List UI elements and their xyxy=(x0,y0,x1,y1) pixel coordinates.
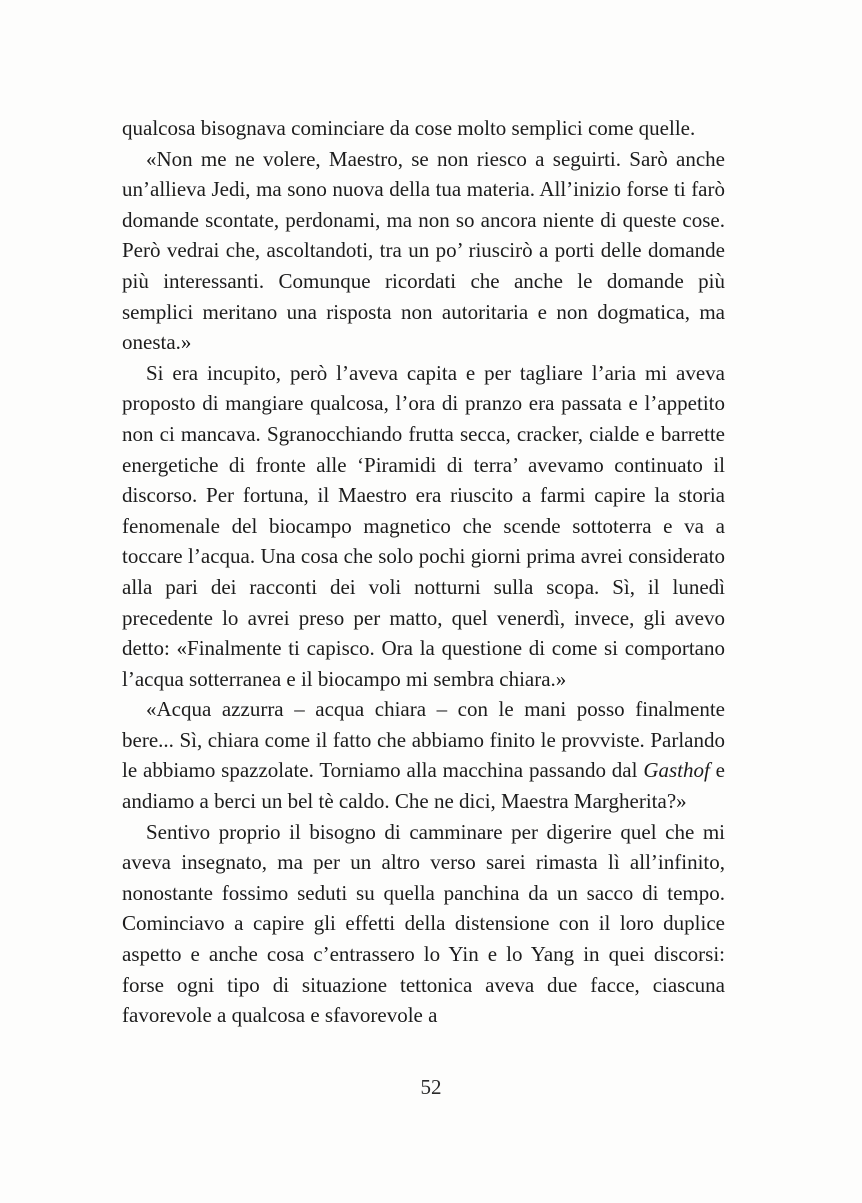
paragraph xyxy=(122,817,725,1031)
text-segment: «Acqua azzurra – acqua chiara – con le mani posso finalmente bere... Sì, chiara come il fatto che abbiamo finito le provviste. Parlando le abbiamo spazzolate. Torniamo alla macchina passando dal xyxy=(122,697,725,783)
text-segment: «Non me ne volere, Maestro, se non riesco a seguirti. Sarò anche un’allieva Jedi, ma sono nuova della tua materia. All’inizio forse ti farò domande scontate, perdonami, ma non so ancora niente di queste cose. Però vedrai che, ascoltandoti, tra un po’ riuscirò a porti delle domande più interessanti. Comunque ricordati che anche le domande più semplici meritano una risposta non autoritaria e non dogmatica, ma onesta.» xyxy=(122,146,725,355)
paragraph xyxy=(122,113,725,144)
text-segment: Sentivo proprio il bisogno di camminare per digerire quel che mi aveva insegnato, ma per un altro verso sarei rimasta lì all’infinito, nonostante fossimo seduti su quella panchina da un sacco di tempo. Cominciavo a capire gli effetti della distensione con il loro duplice aspetto e anche cosa c’entrassero lo Yin e lo Yang in quei discorsi: forse ogni tipo di situazione tettonica aveva due facce, ciascuna favorevole a qualcosa e sfavorevole a xyxy=(122,819,725,1028)
paragraph xyxy=(122,694,725,816)
paragraph xyxy=(122,358,725,695)
paragraph xyxy=(122,144,725,358)
page-number: 52 xyxy=(420,1075,442,1099)
text-segment: Si era incupito, però l’aveva capita e per tagliare l’aria mi aveva proposto di mangiare qualcosa, l’ora di pranzo era passata e l’appetito non ci mancava. Sgranocchiando frutta secca, cracker, cialde e barrette energetiche di fronte alle ‘Piramidi di terra’ avevamo continuato il discorso. Per fortuna, il Maestro era riuscito a farmi capire la storia fenomenale del biocampo magnetico che scende sottoterra e va a toccare l’acqua. Una cosa che solo pochi giorni prima avrei considerato alla pari dei racconti dei voli notturni sulla scopa. Sì, il lunedì precedente lo avrei preso per matto, quel venerdì, invece, gli avevo detto: «Finalmente ti capisco. Ora la questione di come si comportano l’acqua sotterranea e il biocampo mi sembra chiara.» xyxy=(122,360,725,691)
italic-text-segment: Gasthof xyxy=(643,758,710,783)
text-segment: qualcosa bisognava cominciare da cose molto semplici come quelle. xyxy=(122,116,696,140)
text-segment: e andiamo a berci un bel tè caldo. Che ne dici, Maestra Margherita?» xyxy=(122,758,725,814)
body-text xyxy=(122,113,725,1031)
